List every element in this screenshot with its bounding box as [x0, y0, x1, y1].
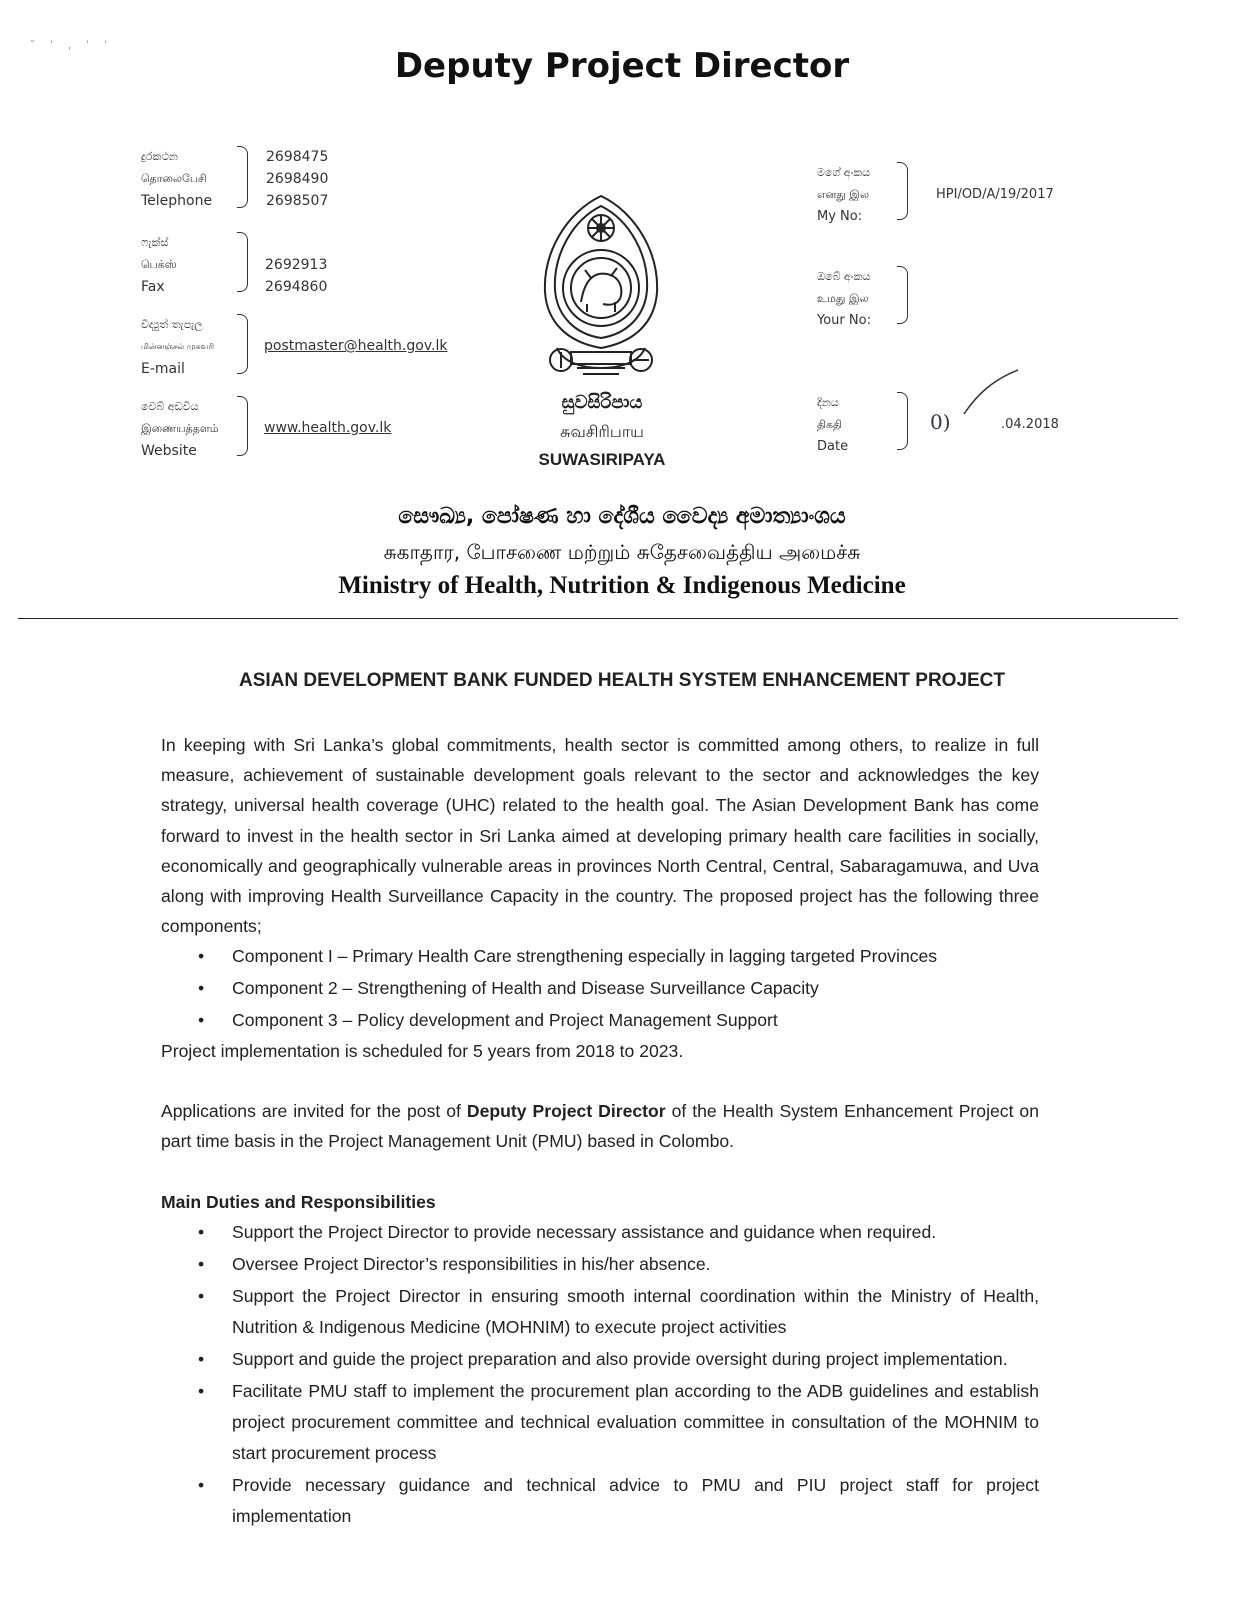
bullet-icon: •: [198, 946, 205, 966]
website-label-ta: இணையத்தளம்: [141, 422, 219, 435]
brace-icon: [897, 162, 908, 220]
duty-6-text: Provide necessary guidance and technical advice to PMU and PIU project staff for project implementation: [232, 1475, 1039, 1526]
emblem-caption-si: සුවසිරිපාය: [561, 392, 643, 413]
scan-artifact-marks: ˘ ˈ ˌ ˈ ˈ: [30, 40, 113, 51]
fax-label-ta: பெக்ஸ்: [141, 258, 177, 271]
brace-icon: [237, 146, 248, 208]
website-label-si: වෙබ් අඩවිය: [141, 400, 199, 413]
applications-post-title: Deputy Project Director: [466, 1101, 666, 1121]
list-item: [196, 941, 1039, 972]
applications-paragraph: [161, 1096, 1039, 1156]
date-label-si: දිනය: [817, 396, 839, 409]
email-label: E-mail: [141, 361, 185, 377]
fax-number-2: 2694860: [265, 279, 328, 295]
fax-label: Fax: [141, 279, 165, 295]
bullet-icon: •: [198, 1286, 205, 1306]
website-label: Website: [141, 443, 197, 459]
components-list: [196, 941, 1039, 1036]
duty-3-text: Support the Project Director in ensuring smooth internal coordination within the Ministry of Health, Nutrition & Indigenous Medicine (MOHNIM) to execute project activities: [232, 1286, 1039, 1337]
letterhead-divider: [18, 618, 1178, 619]
your-no-block: [817, 266, 1077, 332]
duty-5-text: Facilitate PMU staff to implement the procurement plan according to the ADB guidelines and establish project procurement committee and technical evaluation committee in consultation of the MOHNIM to start procurement process: [232, 1381, 1039, 1463]
duties-heading: Main Duties and Responsibilities: [161, 1192, 436, 1212]
bullet-icon: •: [198, 1349, 205, 1369]
my-no-block: [817, 162, 1077, 228]
telephone-label-si: දුරකථන: [141, 150, 178, 163]
ministry-name-en: Ministry of Health, Nutrition & Indigenous Medicine: [338, 572, 906, 599]
intro-paragraph: In keeping with Sri Lanka’s global commitments, health sector is committed among others, to realize in full measure, achievement of sustainable development goals relevant to the sector and acknowledges the key strategy, universal health coverage (UHC) related to the health goal. The Asian Development Bank has come forward to invest in the health sector in Sri Lanka aimed at developing primary health care facilities in socially, economically and geographically vulnerable areas in provinces North Central, Central, Sabaragamuwa, and Uva along with improving Health Surveillance Capacity in the country. The proposed project has the following three components;: [161, 735, 1039, 937]
website-link[interactable]: www.health.gov.lk: [264, 420, 392, 436]
sri-lanka-emblem-icon: [537, 192, 665, 384]
component-2-text: Component 2 – Strengthening of Health and Disease Surveillance Capacity: [232, 978, 819, 998]
brace-icon: [237, 396, 248, 456]
brace-icon: [237, 314, 248, 374]
telephone-number-1: 2698475: [266, 149, 329, 165]
duty-1-text: Support the Project Director to provide necessary assistance and guidance when required.: [232, 1222, 937, 1242]
ministry-name-si: සෞඛ්‍ය, පෝෂණ හා දේශීය වෛද්‍ය අමාත්‍යාංශය: [398, 504, 846, 529]
list-item: [196, 1249, 1039, 1280]
emblem-caption-en: SUWASIRIPAYA: [538, 450, 666, 469]
bullet-icon: •: [198, 1475, 205, 1495]
emblem-caption-ta: சுவசிரிபாய: [560, 422, 644, 441]
email-label-si: විද්‍යුත් තැපැල: [141, 318, 203, 331]
fax-block: [141, 232, 441, 300]
date-label: Date: [817, 439, 849, 454]
applications-prefix: Applications are invited for the post of: [161, 1101, 467, 1121]
list-item: [196, 1344, 1039, 1375]
brace-icon: [237, 232, 248, 292]
telephone-number-3: 2698507: [266, 193, 329, 209]
list-item: [196, 973, 1039, 1004]
date-label-ta: திகதி: [817, 418, 843, 431]
handwritten-tick-icon: [962, 366, 1022, 416]
your-no-label: Your No:: [817, 313, 871, 328]
duty-2-text: Oversee Project Director’s responsibilities in his/her absence.: [232, 1254, 711, 1274]
bullet-icon: •: [198, 1010, 205, 1030]
my-no-label-ta: எனது இல: [817, 188, 870, 201]
brace-icon: [897, 266, 908, 324]
your-no-label-ta: உமது இல: [817, 292, 869, 305]
component-3-text: Component 3 – Policy development and Project Management Support: [232, 1010, 778, 1030]
implementation-note: Project implementation is scheduled for 5 years from 2018 to 2023.: [161, 1041, 684, 1061]
bullet-icon: •: [198, 978, 205, 998]
telephone-label: Telephone: [141, 193, 213, 209]
email-label-ta: மின்னஞ்சல் முகவரி: [141, 342, 215, 351]
brace-icon: [897, 392, 908, 450]
bullet-icon: •: [198, 1254, 205, 1274]
website-block: [141, 396, 441, 464]
telephone-label-ta: தொலைபேசி: [141, 172, 207, 185]
list-item: [196, 1470, 1039, 1532]
bullet-icon: •: [198, 1381, 205, 1401]
component-1-text: Component I – Primary Health Care strengthening especially in lagging targeted Provinces: [232, 946, 938, 966]
email-block: [141, 314, 461, 382]
project-heading: ASIAN DEVELOPMENT BANK FUNDED HEALTH SYSTEM ENHANCEMENT PROJECT: [238, 670, 1006, 691]
bullet-icon: •: [198, 1222, 205, 1242]
ministry-name-ta: சுகாதார, போசணை மற்றும் சுதேசவைத்திய அமைச்சு: [383, 540, 861, 564]
list-item: [196, 1376, 1039, 1469]
your-no-label-si: ඔබේ අංකය: [817, 270, 871, 283]
telephone-block: [141, 146, 441, 214]
email-link[interactable]: postmaster@health.gov.lk: [264, 338, 448, 354]
list-item: [196, 1281, 1039, 1343]
fax-label-si: ෆැක්ස්: [141, 236, 169, 249]
list-item: [196, 1217, 1039, 1248]
duties-list: [196, 1217, 1039, 1533]
my-no-label: My No:: [817, 209, 863, 224]
duty-4-text: Support and guide the project preparation and also provide oversight during project implementation.: [232, 1349, 1008, 1369]
telephone-number-2: 2698490: [266, 171, 329, 187]
document-title: Deputy Project Director: [394, 46, 850, 86]
handwritten-date-mark: 0): [930, 410, 951, 434]
date-value: .04.2018: [1001, 417, 1059, 432]
my-no-label-si: මගේ අංකය: [817, 166, 871, 179]
my-no-value: HPI/OD/A/19/2017: [936, 187, 1054, 202]
list-item: [196, 1005, 1039, 1036]
applications-suffix: of the Health System Enhancement Project on part time basis in the Project Management Unit (PMU) based in Colombo.: [161, 1101, 1040, 1152]
fax-number-1: 2692913: [265, 257, 328, 273]
